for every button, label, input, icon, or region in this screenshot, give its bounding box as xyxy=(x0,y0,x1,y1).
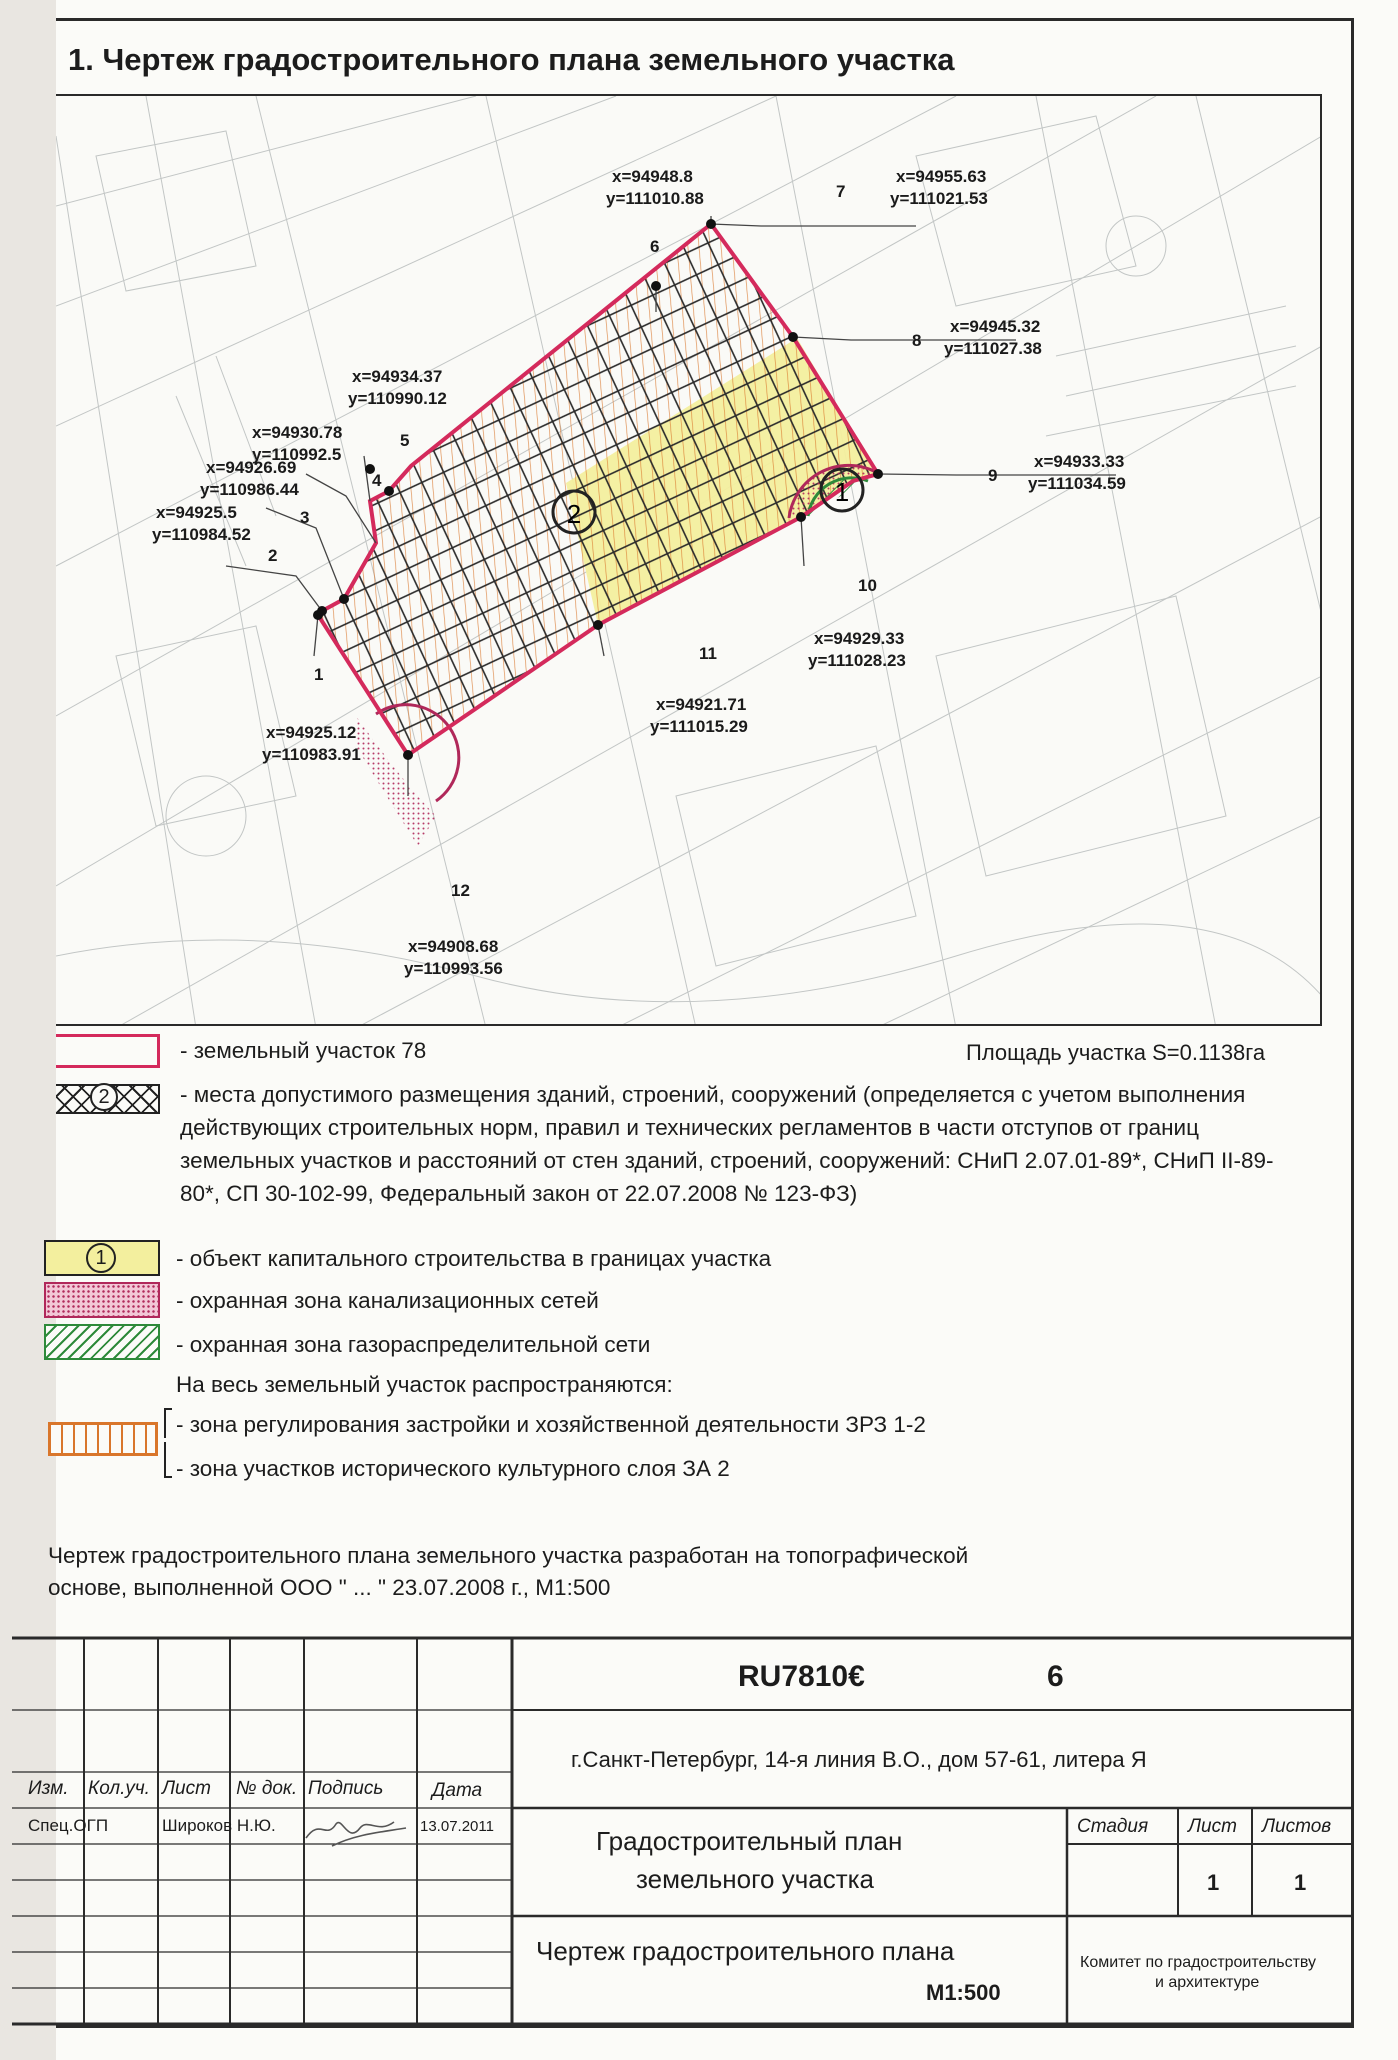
registration-code-a: RU7810€ xyxy=(738,1660,865,1693)
point-number-8: 8 xyxy=(912,331,922,350)
swatch-gas xyxy=(44,1324,160,1360)
legend-zone-2 xyxy=(56,1078,1336,1238)
sheet-header: Лист xyxy=(1188,1816,1237,1837)
point-y-3: y=110986.44 xyxy=(200,480,299,499)
header-rev: Изм. xyxy=(28,1778,69,1799)
legend-whole-text: На весь земельный участок распространяются: xyxy=(176,1372,673,1397)
drawing-title: Чертеж градостроительного плана xyxy=(536,1936,955,1966)
point-number-4: 4 xyxy=(372,471,382,490)
point-y-4: y=110992.5 xyxy=(252,445,342,464)
legend-zone-2-text: - места допустимого размещения зданий, строений, сооружений (определяется с учетом выполнения действующих строительных норм, правил и технических регламентов в части отступов от границ земельных участков и расстояний от стен зданий, строений, сооружений: СНиП 2.07.01-89*, СНиП II-89-80*, СП 30-102-99, Федеральный закон от 22.07.2008 № 123-ФЗ) xyxy=(180,1082,1274,1206)
point-y-8: y=111027.38 xyxy=(944,339,1042,358)
point-number-10: 10 xyxy=(858,576,877,595)
point-y-9: y=111034.59 xyxy=(1028,474,1126,493)
point-x-6: x=94948.8 xyxy=(612,167,693,186)
signature-mark xyxy=(302,1810,412,1850)
sheet-value: 1 xyxy=(1207,1870,1220,1895)
point-number-5: 5 xyxy=(400,431,410,450)
document-sheet xyxy=(28,0,1398,2060)
legend-parcel xyxy=(56,1028,1336,1068)
point-y-6: y=111010.88 xyxy=(606,189,704,208)
swatch-sewer xyxy=(44,1282,160,1318)
point-x-8: x=94945.32 xyxy=(950,317,1041,336)
person: Широков Н.Ю. xyxy=(162,1816,276,1835)
plan-drawing xyxy=(56,94,1322,1026)
point-number-6: 6 xyxy=(650,237,660,256)
sheets-header: Листов xyxy=(1262,1816,1332,1837)
point-y-5: y=110990.12 xyxy=(348,389,447,408)
legend-zrz-text: - зона регулирования застройки и хозяйственной деятельности ЗРЗ 1-2 xyxy=(176,1412,926,1437)
role: Спец.ОГП xyxy=(28,1816,109,1835)
point-x-3: x=94926.69 xyxy=(206,458,297,477)
point-number-7: 7 xyxy=(836,182,846,201)
title-block xyxy=(12,1630,1354,2026)
address: г.Санкт-Петербург, 14-я линия В.О., дом 57-61, литера Я xyxy=(571,1747,1147,1772)
point-number-11: 11 xyxy=(699,644,717,663)
brace-bottom xyxy=(164,1442,172,1478)
point-x-11: x=94921.71 xyxy=(656,695,747,714)
point-x-2: x=94925.5 xyxy=(156,503,237,522)
point-y-7: y=111021.53 xyxy=(890,189,988,208)
header-count: Кол.уч. xyxy=(88,1778,150,1799)
point-x-9: x=94933.33 xyxy=(1034,452,1125,471)
note-line-1: Чертеж градостроительного плана земельного участка разработан на топографической xyxy=(48,1543,969,1568)
point-x-12: x=94908.68 xyxy=(408,937,499,956)
legend-sewer xyxy=(56,1282,1336,1322)
swatch-zone-1-marker: 1 xyxy=(86,1243,116,1273)
header-signature: Подпись xyxy=(308,1778,384,1799)
swatch-zone-1 xyxy=(44,1240,160,1276)
org-line-1: Комитет по градостроительству xyxy=(1080,1954,1317,1971)
swatch-parcel xyxy=(56,1034,160,1068)
registration-code-b: 6 xyxy=(1047,1660,1064,1693)
legend-sewer-text: - охранная зона канализационных сетей xyxy=(176,1288,599,1313)
point-x-4: x=94930.78 xyxy=(252,423,343,442)
brace-top xyxy=(164,1408,172,1438)
date: 13.07.2011 xyxy=(420,1818,494,1835)
legend-parcel-text: - земельный участок 78 xyxy=(180,1038,427,1063)
header-date: Дата xyxy=(432,1780,483,1801)
point-y-2: y=110984.52 xyxy=(152,525,251,544)
doc-title-2: земельного участка xyxy=(636,1864,875,1894)
point-number-3: 3 xyxy=(300,508,310,527)
legend-gas xyxy=(56,1324,1336,1364)
point-y-10: y=111028.23 xyxy=(808,651,906,670)
doc-title-1: Градостроительный план xyxy=(596,1826,903,1856)
zone-1-label: 1 xyxy=(834,477,850,507)
note-line-2: основе, выполненной ООО " ... " 23.07.2008 г., М1:500 xyxy=(48,1575,611,1600)
parcel-area: Площадь участка S=0.1138га xyxy=(966,1040,1266,1065)
legend-zone-1 xyxy=(56,1240,1336,1280)
point-x-5: x=94934.37 xyxy=(352,367,443,386)
point-number-9: 9 xyxy=(988,466,998,485)
point-number-12: 12 xyxy=(451,881,470,900)
point-number-2: 2 xyxy=(268,546,278,565)
legend-za-text: - зона участков исторического культурного слоя ЗА 2 xyxy=(176,1456,730,1481)
point-y-1: y=110983.91 xyxy=(262,745,361,764)
point-x-1: x=94925.12 xyxy=(266,723,357,742)
legend-zone-1-text: - объект капитального строительства в границах участка xyxy=(176,1246,772,1271)
point-x-7: x=94955.63 xyxy=(896,167,987,186)
point-y-12: y=110993.56 xyxy=(404,959,503,978)
zone-2-label: 2 xyxy=(566,499,582,529)
note xyxy=(48,1540,968,1604)
legend-gas-text: - охранная зона газораспределительной сети xyxy=(176,1332,651,1357)
point-number-1: 1 xyxy=(314,665,324,684)
point-y-11: y=111015.29 xyxy=(650,717,748,736)
drawing-scale: М1:500 xyxy=(926,1980,1001,2005)
header-doc: № док. xyxy=(236,1778,298,1799)
sheets-value: 1 xyxy=(1294,1870,1307,1895)
header-sheet: Лист xyxy=(162,1778,211,1799)
org-line-2: и архитектуре xyxy=(1155,1974,1260,1991)
page-title: 1. Чертеж градостроительного плана земельного участка xyxy=(68,42,955,77)
swatch-heritage xyxy=(48,1422,158,1456)
point-x-10: x=94929.33 xyxy=(814,629,905,648)
swatch-zone-2-marker: 2 xyxy=(90,1083,118,1111)
swatch-zone-2 xyxy=(56,1084,160,1114)
stage-header: Стадия xyxy=(1077,1816,1149,1837)
legend-zrz-za xyxy=(56,1414,1336,1504)
